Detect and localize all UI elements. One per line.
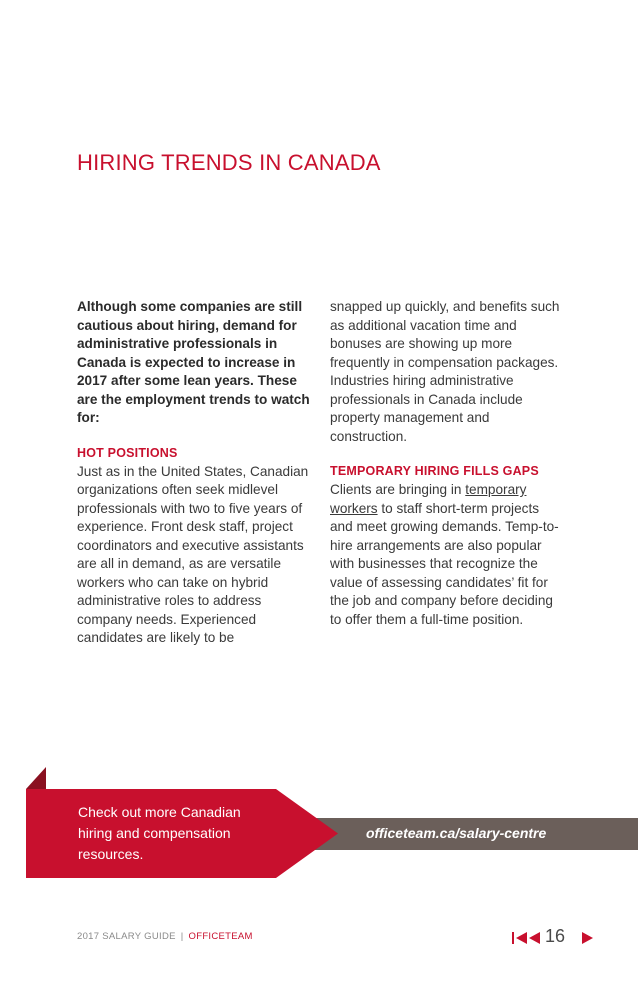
right-column xyxy=(330,298,560,629)
cta-text: Check out more Canadian hiring and compensation resources. xyxy=(78,804,241,862)
hot-positions-body: Just as in the United States, Canadian organizations often seek midlevel professionals with two to five years of experience. Front desk staff, project coordinators and executive assistants are all in demand, as are versatile workers who can take on hybrid administrative roles to address company needs. Experienced candidates are likely to be xyxy=(77,463,309,645)
temporary-body-before: Clients are bringing in xyxy=(330,482,466,497)
salary-centre-link[interactable]: officeteam.ca/salary-centre xyxy=(366,825,547,841)
left-column xyxy=(77,298,317,648)
temporary-workers-link[interactable]: temporary workers xyxy=(330,482,527,516)
temporary-body-after: to staff short-term projects and meet growing demands. Temp-to-hire arrangements are also popular with businesses that recognize the value of assessing candidates’ fit for the job and company before deciding to offer them a full-time position. xyxy=(330,500,559,627)
cta-fold-corner xyxy=(26,767,46,789)
footer xyxy=(77,931,253,942)
footer-brand: OFFICETEAM xyxy=(188,931,253,942)
hot-positions-heading: HOT POSITIONS xyxy=(77,445,178,460)
footer-separator: | xyxy=(180,931,184,942)
previous-page-icon[interactable] xyxy=(529,931,540,943)
page-number: 16 xyxy=(545,926,566,946)
intro-paragraph: Although some companies are still cautious about hiring, demand for administrative professionals in Canada is expected to increase in 2017 after some lean years. These are the employment trends to watch for: xyxy=(77,299,310,425)
first-page-icon[interactable] xyxy=(512,931,528,943)
footer-guide: 2017 SALARY GUIDE xyxy=(77,931,176,942)
hot-positions-continued: snapped up quickly, and benefits such as additional vacation time and bonuses are showing up more frequently in compensation packages. Industries hiring administrative professionals in Canada include property management and construction. xyxy=(330,299,560,444)
next-page-icon[interactable] xyxy=(582,931,593,943)
temporary-hiring-body xyxy=(330,481,560,629)
temporary-hiring-heading: TEMPORARY HIRING FILLS GAPS xyxy=(330,464,539,478)
page-title: HIRING TRENDS IN CANADA xyxy=(77,150,381,175)
